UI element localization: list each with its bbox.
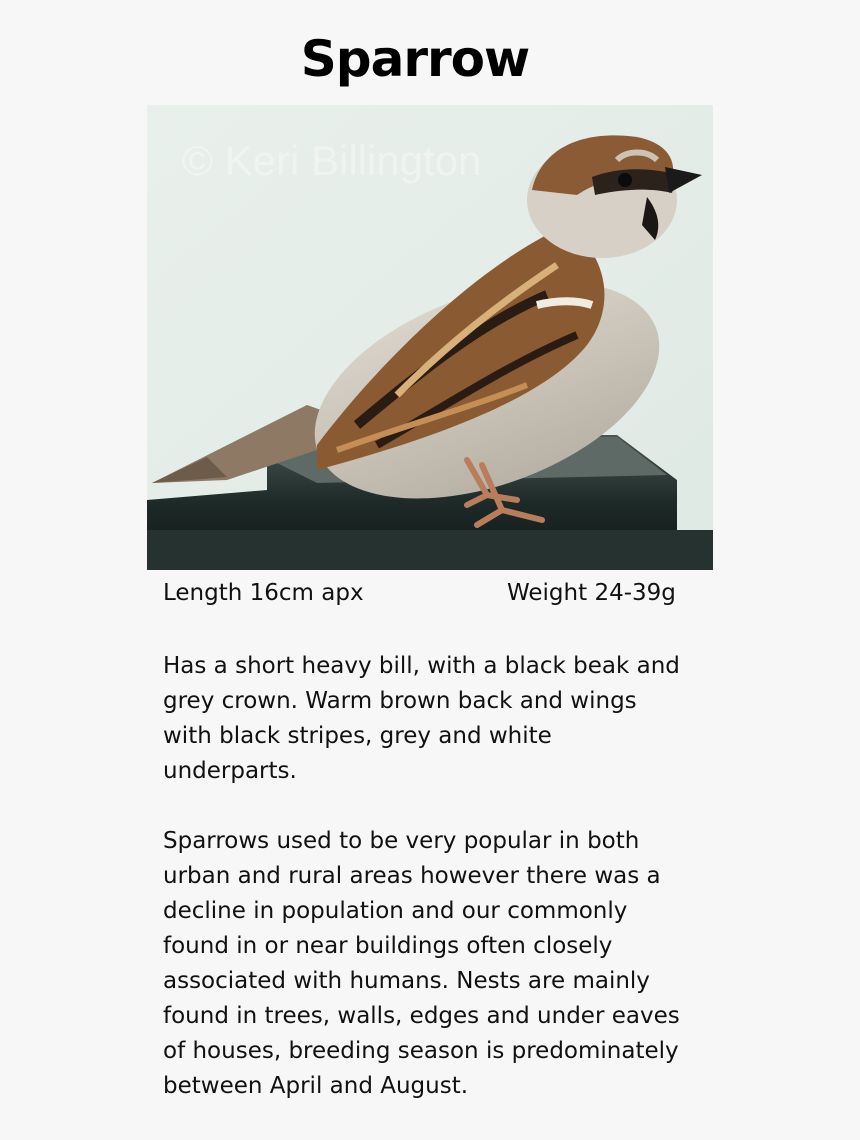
text-line: associated with humans. Nests are mainly <box>163 968 650 994</box>
weight-stat: Weight 24-39g <box>507 580 676 606</box>
text-line: Sparrows used to be very popular in both <box>163 828 640 854</box>
page-title: Sparrow <box>300 30 530 88</box>
length-stat: Length 16cm apx <box>163 580 364 606</box>
text-line: underparts. <box>163 758 297 784</box>
bird-stats <box>163 580 723 614</box>
text-line: Has a short heavy bill, with a black beak and <box>163 653 680 679</box>
description-paragraph-2 <box>163 824 708 1104</box>
description-paragraph-1 <box>163 649 708 789</box>
text-line: grey crown. Warm brown back and wings <box>163 688 637 714</box>
text-line: decline in population and our commonly <box>163 898 628 924</box>
text-line: of houses, breeding season is predominately <box>163 1038 679 1064</box>
text-line: urban and rural areas however there was a <box>163 863 661 889</box>
text-line: between April and August. <box>163 1073 469 1099</box>
sparrow-photo <box>147 105 713 570</box>
text-line: found in or near buildings often closely <box>163 933 613 959</box>
text-line: with black stripes, grey and white <box>163 723 552 749</box>
text-line: found in trees, walls, edges and under eaves <box>163 1003 680 1029</box>
watermark-text: © Keri Billington <box>182 137 482 184</box>
